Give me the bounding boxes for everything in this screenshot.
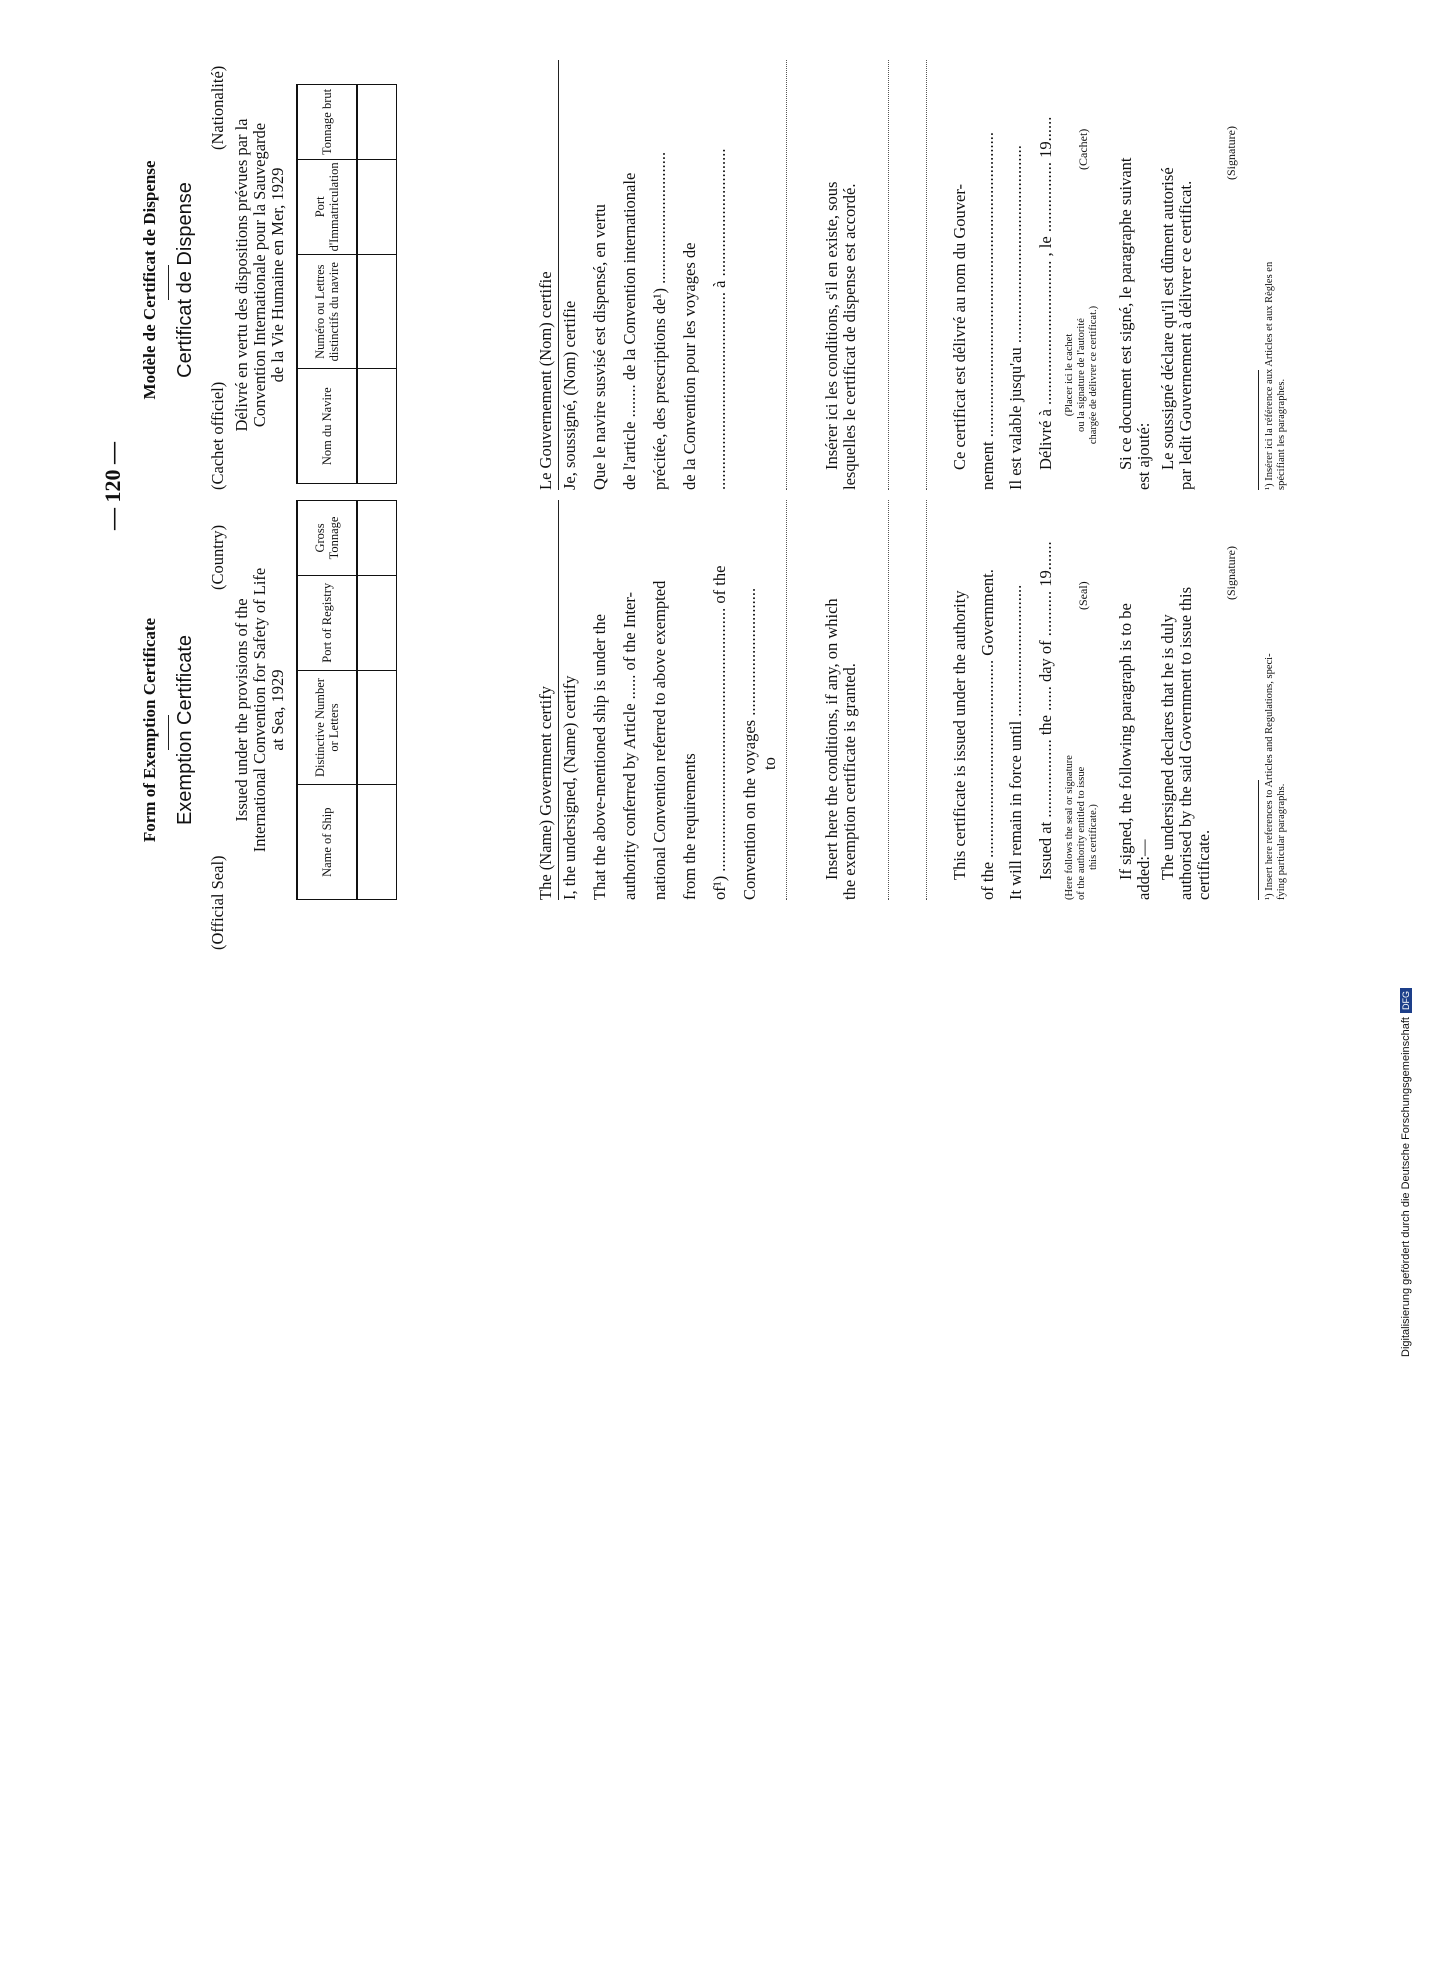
divider-rule [558,60,559,490]
issued-line-3: de la Vie Humaine en Mer, 1929 [268,167,287,383]
body-line-6: Convention on the voyages ............................... [740,587,759,900]
divider-rule [558,500,559,900]
col-numero-lettres: Numéro ou Lettres distinctifs du navire [297,254,357,369]
body-line-1: Que le navire susvisé est dispensé, en vertu [590,204,609,490]
issued-line-1: Issued under the provisions of the [232,598,251,822]
col-nom-du-navire: Nom du Navire [297,369,357,484]
issued-line-3: at Sea, 1929 [268,669,287,751]
body-line-7: to [760,757,779,770]
fill-line[interactable] [888,60,889,490]
body-line-2: authority conferred by Article ...... of the Inter- [620,591,639,900]
seal-note-3: chargée de délivrer ce certificat.) [1088,305,1099,445]
signature-label: (Signature) [1224,126,1238,180]
body-line-2: de l'article ........ de la Convention internationale [620,172,639,490]
heading-rule [168,265,169,300]
issued-under-2: nement .......................................................................... [978,132,997,490]
issued-line-2: Convention Internationale pour la Sauvegarde [250,122,269,428]
col-name-of-ship: Name of Ship [297,785,357,900]
footnote-rule [1258,780,1259,900]
issued-under-3: It will remain in force until ................................ [1006,584,1025,900]
official-seal-label: (Official Seal) [208,855,227,950]
signature-label: (Signature) [1224,546,1238,600]
col-gross-tonnage: Gross Tonnage [297,501,357,576]
if-signed-2: est ajouté: [1134,422,1153,490]
table-cell[interactable] [357,501,397,576]
ship-table [296,84,397,484]
issued-under-1: This certificate is issued under the authority [950,590,969,880]
seal-label: (Cachet) [1076,128,1090,170]
table-cell[interactable] [357,670,397,785]
country-label: (Nationalité) [208,65,227,150]
page-number: — 120 — [100,442,125,530]
body-line-4: from the requirements [680,753,699,900]
digitization-notice [1400,0,1430,1357]
footnote-1: ¹) Insérer ici la référence aux Articles et aux Règles en [1264,261,1275,490]
col-port-of-registry: Port of Registry [297,575,357,670]
declares-1: Le soussigné déclare qu'il est dûment autorisé [1158,167,1177,470]
french-title: Certificat de Dispense [174,182,196,378]
insert-conditions-1: Insérer ici les conditions, s'il en existe, sous [822,181,841,470]
issued-at-line: Issued at ................... the ...... day of ........... 19....... [1036,541,1055,880]
if-signed-2: added:— [1134,839,1153,900]
digitization-text: Digitalisierung gefördert durch die Deutsche Forschungsgemeinschaft [1400,1017,1412,1357]
insert-conditions-1: Insert here the conditions, if any, on which [822,598,841,880]
line-undersigned: Je, soussigné, (Nom) certifie [560,300,579,490]
seal-label: (Seal) [1076,581,1090,610]
seal-note-2: ou la signature de l'autorité [1076,318,1087,432]
if-signed-1: If signed, the following paragraph is to be [1116,603,1135,880]
table-cell[interactable] [357,254,397,369]
fill-line[interactable] [786,60,787,490]
table-cell[interactable] [357,785,397,900]
country-label: (Country) [208,524,227,590]
body-line-3: national Convention referred to above exempted [650,580,669,900]
issued-line-2: International Convention for Safety of Life [250,567,269,853]
table-cell[interactable] [357,369,397,484]
table-cell[interactable] [357,575,397,670]
line-undersigned: I, the undersigned, (Name) certify [560,675,579,900]
declares-2: authorised by the said Government to issue this [1176,587,1195,900]
fill-line[interactable] [926,60,927,490]
seal-note-3: this certificate.) [1088,804,1099,870]
insert-conditions-2: the exemption certificate is granted. [840,663,859,900]
table-cell[interactable] [357,85,397,160]
english-heading: Form of Exemption Certificate [140,617,159,843]
declares-1: The undersigned declares that he is duly [1158,614,1177,880]
col-tonnage-brut: Tonnage brut [297,85,357,160]
footnote-rule [1258,370,1259,490]
insert-conditions-2: lesquelles le certificat de dispense est accordé. [840,183,859,490]
french-heading: Modèle de Certificat de Dispense [140,160,159,400]
issued-under-3: Il est valable jusqu'au ................................................ [1006,145,1025,490]
ship-table [296,500,397,900]
body-line-5: ................................................ à ............................... [710,148,729,490]
line-government: The (Name) Government certify [536,686,555,900]
if-signed-1: Si ce document est signé, le paragraphe suivant [1116,157,1135,470]
heading-rule [168,715,169,750]
fill-line[interactable] [888,500,889,900]
issued-under-2: of the ................................................ Government. [978,569,997,900]
english-title: Exemption Certificate [174,634,196,826]
line-government: Le Gouvernement (Nom) certifie [536,271,555,490]
issued-line-1: Délivré en vertu des dispositions prévues par la [232,118,251,432]
col-distinctive-number: Distinctive Number or Letters [297,670,357,785]
fill-line[interactable] [926,500,927,900]
table-row [357,501,397,900]
declares-2: par ledit Gouvernement à délivrer ce certificat. [1176,180,1195,490]
footnote-2: fying particular paragraphs. [1276,783,1287,900]
dfg-logo: DFG [1400,988,1412,1013]
seal-note-1: (Here follows the seal or signature [1064,755,1075,900]
body-line-3: précitée, des prescriptions de¹) ................................ [650,151,669,490]
table-row [357,85,397,484]
seal-note-1: (Placer ici le cachet [1064,333,1075,417]
table-cell[interactable] [357,159,397,254]
seal-note-2: of the authority entitled to issue [1076,766,1087,900]
body-line-5: of¹) ................................................................ of the [710,565,729,900]
footnote-2: spécifiant les paragraphes. [1276,378,1287,490]
col-port-immatriculation: Port d'Immatriculation [297,159,357,254]
issued-at-line: Délivré à ................................... , le ................. 19...... [1036,116,1055,470]
fill-line[interactable] [786,500,787,900]
body-line-4: de la Convention pour les voyages de [680,242,699,490]
issued-under-1: Ce certificat est délivré au nom du Gouver- [950,183,969,470]
declares-3: certificate. [1194,829,1213,900]
body-line-1: That the above-mentioned ship is under the [590,614,609,900]
footnote-1: ¹) Insert here references to Articles and Regulations, speci- [1264,653,1275,900]
official-seal-label: (Cachet officiel) [208,381,227,490]
